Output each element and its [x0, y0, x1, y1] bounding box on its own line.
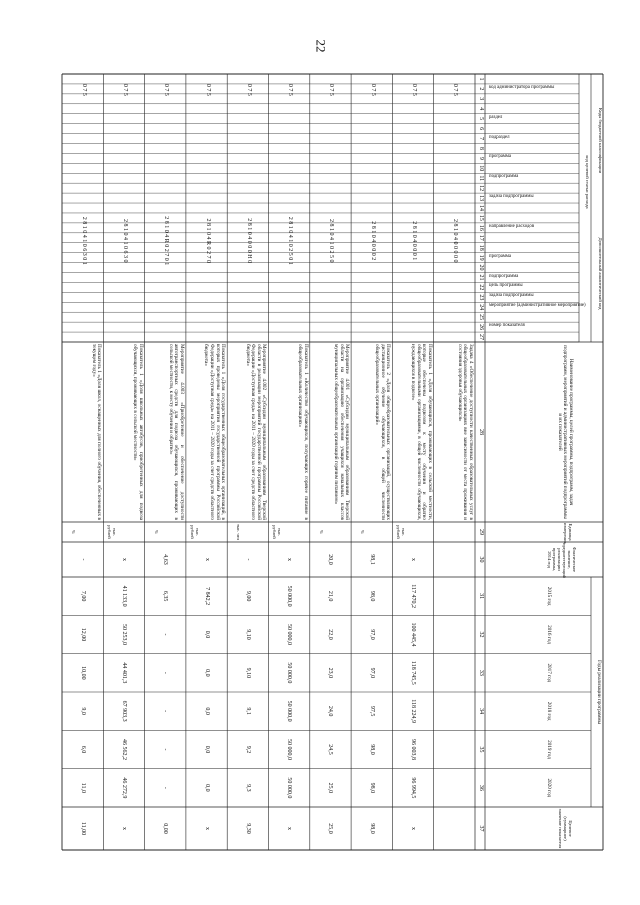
- col-number: 1: [478, 77, 484, 81]
- header-admin_code: код администратора программы: [489, 84, 555, 90]
- row-admin-code: 0 7 5: [245, 83, 252, 96]
- row-name: Мероприятие 4.002 «Субсидии муниципальным образованиям Тверской области в реализации мероприятий государственной программы Российской Федерации «Доступная среда» на 2011 – 2020 годы за счет средств областного бюджета»: [244, 344, 268, 520]
- row-target: х: [203, 827, 210, 830]
- row-value-v2017: 23,0: [327, 667, 334, 679]
- header-fact: Фактическое значение, предшествующий реализации программы, 2014 год: [547, 543, 577, 579]
- col-number: 29: [478, 529, 484, 535]
- row-value-v2016: 100 445,4: [410, 622, 417, 647]
- row-class-code: 2 8 1 0 4 0 0 0 2: [369, 221, 376, 261]
- col-number: 11: [478, 175, 484, 182]
- row-unit: тыс. чел: [236, 523, 242, 541]
- col-number: 37: [478, 825, 484, 832]
- row-value-v2020: 11,0: [79, 782, 86, 793]
- row-fact: 4,63: [162, 554, 169, 565]
- row-value-v2016: [450, 615, 457, 653]
- col-number: 23: [478, 294, 484, 301]
- col-number: 22: [478, 284, 484, 291]
- header-unit: Единица измерения: [563, 523, 573, 544]
- row-name: Мероприятие 4.001 «Субсидии муниципальным образованиям Тверской области на организацию обеспечения учащихся начальных классов муниципальных общеобразовательных организаций горячим питанием»: [332, 344, 351, 520]
- col-number: 14: [478, 204, 484, 211]
- row-value-v2016: 9,10: [244, 629, 251, 640]
- row-value-v2019: 96 003,8: [410, 738, 417, 760]
- row-name: Показатель 1 «Количество обучающихся, получающих горячее питание в общеобразовательных организациях»: [297, 344, 309, 520]
- row-fact: -: [244, 558, 251, 561]
- row-value-v2017: 10,00: [79, 666, 86, 680]
- col-number: 24: [478, 304, 484, 311]
- row-value-v2018: 24,0: [327, 705, 334, 717]
- header-name: Наименование программы, целей программы, подпрограмм, задач подпрограмм, мероприятий и административных мероприятий подпрограммы и их показателей: [556, 345, 574, 519]
- row-value-v2019: 0,0: [203, 745, 210, 754]
- row-value-v2015: 21,0: [327, 590, 334, 602]
- col-number: 6: [478, 127, 484, 131]
- row-value-v2017: -: [162, 671, 169, 674]
- row-value-v2019: [450, 730, 457, 768]
- row-value-v2018: 9,1: [244, 707, 251, 715]
- header-budget-codes: Коды бюджетной классификации: [598, 107, 603, 174]
- row-value-v2020: 96 994,5: [410, 777, 417, 799]
- header-podprogramma2: подпрограмма: [489, 273, 519, 279]
- col-number: 36: [478, 784, 484, 791]
- header-years: Годы реализации программы: [596, 659, 602, 725]
- row-class-code: 2 8 1 0 4 0 0 0 0 0: [452, 218, 459, 263]
- col-number: 17: [478, 234, 484, 241]
- row-value-v2020: [450, 769, 457, 807]
- row-unit: тыс. рублей: [272, 525, 283, 539]
- row-value-v2017: 118 745,5: [410, 660, 417, 685]
- row-value-v2020: 9,3: [244, 784, 251, 792]
- row-name: Показатель 1 «Доля школ, оснащенных для полного обучения, обеспеченных в текущем году»: [90, 344, 103, 520]
- row-fact: х: [286, 558, 293, 561]
- row-class-code: 2 8 1 0 4 1 0 2 5 0 1: [287, 216, 294, 265]
- row-fact: 98,1: [368, 554, 375, 565]
- row-value-v2017: 50 000,0: [286, 662, 293, 684]
- header-zadacha2: задача подпрограммы: [489, 293, 534, 299]
- row-value-v2019: -: [162, 748, 169, 751]
- row-value-v2018: 118 224,9: [410, 699, 417, 724]
- row-class-code: 2 8 1 0 4 0 0 0 1: [411, 221, 418, 261]
- header-zadacha: задача подпрограммы: [489, 194, 534, 200]
- header-razdel: раздел: [489, 114, 503, 120]
- col-number: 26: [478, 324, 484, 331]
- row-name: Показатель 1 «Доля государственных общеобразовательных организаций, в которых проведены мероприятия государственной программы Российской Федерации «Доступная среда» на 2011 – 2020 годы за счет средств областного бюджета»: [203, 344, 227, 520]
- col-number: 35: [478, 746, 484, 753]
- col-number: 30: [478, 556, 484, 563]
- row-unit: %: [71, 530, 76, 534]
- row-class-code: 2 8 1 0 4 0 0 0 Н 0: [245, 218, 252, 264]
- col-number: 31: [478, 593, 484, 600]
- row-value-v2017: 0,0: [203, 669, 210, 677]
- header-cel: цель программы: [489, 283, 523, 289]
- row-value-v2020: 46 272,9: [120, 777, 127, 799]
- row-class-code: 2 8 1 0 4 R 0 2 7 0 1: [163, 216, 170, 266]
- header-additional-code: Дополнительный аналитический код: [598, 237, 603, 310]
- row-value-v2015: 7,00: [79, 590, 86, 602]
- row-target: х: [286, 827, 293, 830]
- header-year-6: 2020 год: [546, 778, 552, 798]
- col-number: 19: [478, 254, 484, 261]
- row-value-v2019: 9,2: [244, 745, 251, 754]
- row-admin-code: 0 7 5: [411, 83, 418, 96]
- row-name: Показатель 2 «Доля общеобразовательных организаций, осуществляющих дистанционное обучение обучающихся, в общей численности общеобразовательных организаций»: [374, 344, 392, 520]
- row-value-v2016: 50 253,0: [120, 623, 127, 645]
- row-value-v2015: 117 470,2: [410, 584, 417, 609]
- row-admin-code: 0 7 5: [287, 83, 294, 96]
- row-admin-code: 0 7 5: [80, 83, 87, 96]
- header-target-article: код целевой статьи расхода: [585, 155, 590, 209]
- row-name: Показатель 1 «Доля обучающихся, проживающих в сельской местности, которые обеспечены подвозом к месту обучения и обратно общеобразовательными организациями, в общей численности обучающихся, нуждающихся в подвозе»: [409, 344, 433, 520]
- row-target: 25,0: [327, 823, 334, 834]
- row-name: Задача 4 «Обеспечение доступности качественных образовательных услуг в общеобразовательных организациях вне зависимости от места проживания и состояния здоровья обучающихся»: [456, 344, 474, 520]
- row-value-v2020: 25,0: [327, 782, 334, 794]
- col-number: 28: [478, 429, 484, 435]
- col-number: 16: [478, 224, 484, 231]
- row-class-code: 2 8 1 0 4 1 0 6 3 0: [121, 218, 128, 263]
- row-value-v2016: 0,0: [203, 630, 210, 639]
- row-target: 11,00: [79, 821, 86, 836]
- row-target: х: [120, 827, 127, 830]
- header-programma: программа: [489, 154, 512, 160]
- row-fact: 20,0: [327, 554, 334, 565]
- row-value-v2020: 0,0: [203, 784, 210, 792]
- row-value-v2015: 98,0: [368, 590, 375, 602]
- row-value-v2018: 97,5: [368, 705, 375, 717]
- col-number: 33: [478, 669, 484, 676]
- row-value-v2016: 12,00: [79, 627, 86, 642]
- row-unit: тыс. рублей: [107, 525, 118, 539]
- row-name: Мероприятие 4.003 «Приобретение и обеспечение доступности автотранспортных средств для подвоза обучающихся, проживающих в сельской местности, к месту обучения и обратно»: [167, 344, 185, 520]
- row-unit: %: [360, 530, 366, 534]
- row-value-v2015: 41 133,0: [120, 585, 127, 607]
- row-fact: [450, 543, 457, 576]
- header-target: Целевое (суммарное) значение показателя: [558, 808, 573, 849]
- row-class-code: 2 8 1 0 4 1 0 6 3 0 1: [80, 216, 87, 265]
- col-number: 20: [478, 264, 484, 271]
- row-unit: тыс. рублей: [396, 525, 407, 539]
- row-class-code: 2 8 1 0 4 R 0 2 7 0: [204, 218, 211, 263]
- row-value-v2016: 50 000,0: [286, 623, 293, 645]
- row-value-v2016: 22,0: [327, 629, 334, 640]
- row-value-v2018: -: [162, 710, 169, 713]
- header-year-4: 2018 год: [546, 701, 552, 721]
- row-value-v2019: 24,5: [327, 744, 334, 755]
- col-number: 13: [478, 195, 484, 202]
- col-number: 21: [478, 274, 484, 281]
- budget-table: [60, 72, 605, 852]
- row-value-v2018: 0,0: [203, 707, 210, 715]
- header-programma2: программа: [489, 253, 512, 259]
- col-number: 32: [478, 631, 484, 638]
- col-number: 15: [478, 214, 484, 221]
- row-admin-code: 0 7 5: [452, 83, 459, 96]
- row-value-v2015: 7 842,2: [203, 587, 210, 606]
- row-value-v2018: 9,0: [79, 707, 86, 715]
- row-value-v2019: 98,0: [368, 744, 375, 755]
- row-fact: -: [79, 558, 86, 561]
- row-value-v2020: 50 000,0: [286, 777, 293, 799]
- row-value-v2019: 46 562,2: [120, 738, 127, 760]
- row-value-v2016: -: [162, 633, 169, 636]
- header-year-3: 2017 год: [546, 663, 552, 683]
- row-admin-code: 0 7 5: [204, 83, 211, 96]
- row-value-v2017: 9,10: [244, 667, 251, 679]
- header-year-5: 2019 год: [546, 740, 552, 759]
- row-value-v2020: -: [162, 786, 169, 789]
- header-year-1: 2015 год: [546, 586, 552, 606]
- row-value-v2015: [450, 577, 457, 615]
- row-value-v2019: 50 000,0: [286, 738, 293, 760]
- page-number: 22: [313, 39, 329, 53]
- row-unit: [436, 523, 448, 541]
- row-target: [450, 808, 457, 849]
- row-value-v2018: [450, 692, 457, 730]
- row-admin-code: 0 7 5: [328, 83, 335, 96]
- col-number: 5: [478, 117, 484, 121]
- row-target: 0,00: [162, 823, 169, 834]
- row-value-v2016: 97,0: [368, 629, 375, 640]
- row-target: 98,0: [368, 823, 375, 834]
- row-class-code: 2 8 1 0 4 1 0 2 5 0: [328, 218, 335, 263]
- col-number: 7: [478, 137, 484, 140]
- col-number: 4: [478, 107, 484, 111]
- row-value-v2015: 50 000,0: [286, 585, 293, 607]
- row-fact: х: [410, 558, 417, 561]
- row-value-v2015: 9,00: [244, 590, 251, 602]
- row-target: х: [410, 827, 417, 830]
- header-pokazatel: номер показателя: [489, 323, 525, 329]
- row-admin-code: 0 7 5: [121, 83, 128, 96]
- row-value-v2015: 6,35: [162, 590, 169, 602]
- row-value-v2017: 44 401,3: [120, 662, 127, 684]
- col-number: 27: [478, 334, 484, 341]
- header-podrazdel: подраздел: [489, 134, 510, 140]
- row-value-v2018: 50 000,0: [286, 700, 293, 722]
- col-number: 12: [478, 185, 484, 192]
- row-value-v2018: 67 903,3: [120, 700, 127, 722]
- row-fact: х: [120, 558, 127, 561]
- header-podprogramma: подпрограмма: [489, 174, 519, 180]
- row-admin-code: 0 7 5: [163, 83, 170, 96]
- row-unit: тыс. рублей: [189, 525, 200, 539]
- col-number: 18: [478, 244, 484, 251]
- col-number: 10: [478, 165, 484, 172]
- col-number: 25: [478, 314, 484, 321]
- col-number: 3: [478, 97, 484, 101]
- col-number: 9: [478, 156, 484, 160]
- row-fact: х: [203, 558, 210, 561]
- row-admin-code: 0 7 5: [369, 83, 376, 96]
- col-number: 8: [478, 146, 484, 150]
- row-value-v2019: 6,0: [79, 745, 86, 754]
- col-number: 34: [478, 708, 484, 715]
- row-name: Показатель 1 «Доля школьных автобусов, приобретенных для подвоза обучающихся, проживающих в сельской местности»: [132, 344, 144, 520]
- header-meropriyatie: мероприятие (административное мероприятие): [489, 303, 586, 309]
- row-value-v2020: 98,0: [368, 782, 375, 794]
- row-target: 9,30: [244, 823, 251, 834]
- col-number: 2: [478, 87, 484, 91]
- row-value-v2017: [450, 654, 457, 692]
- row-unit: %: [153, 530, 159, 534]
- header-napravlenie: направление расходов: [489, 223, 535, 229]
- row-unit: %: [318, 530, 324, 534]
- header-year-2: 2016 год: [546, 625, 552, 644]
- row-value-v2017: 97,0: [368, 667, 375, 679]
